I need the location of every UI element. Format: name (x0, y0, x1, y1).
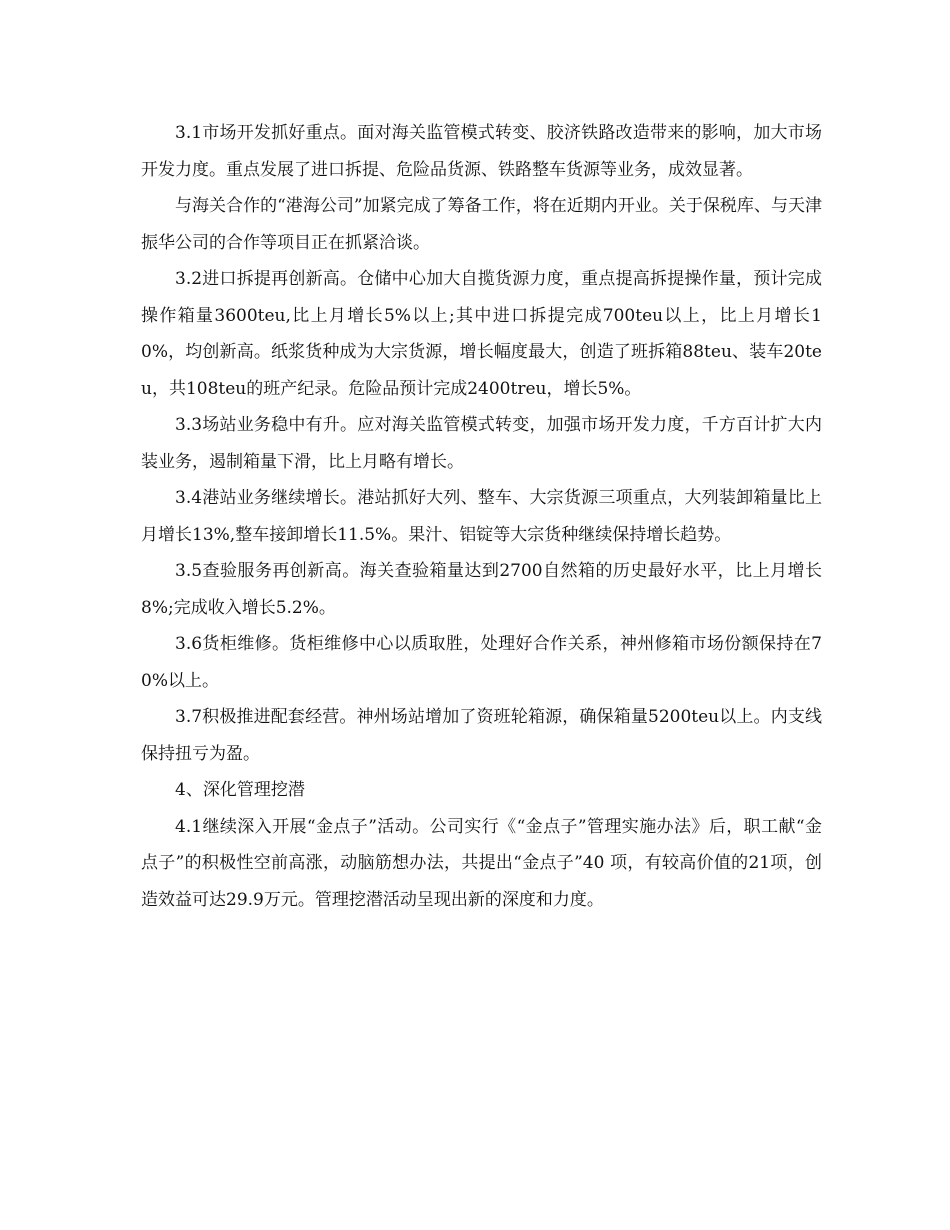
paragraph-3-1: 3.1市场开发抓好重点。面对海关监管模式转变、胶济铁路改造带来的影响，加大市场开发力度。重点发展了进口拆提、危险品货源、铁路整车货源等业务，成效显著。 (141, 123, 822, 180)
paragraph-3-4: 3.4港站业务继续增长。港站抓好大列、整车、大宗货源三项重点，大列装卸箱量比上月增长13%,整车接卸增长11.5%。果汁、铝锭等大宗货种继续保持增长趋势。 (141, 488, 822, 545)
paragraph-3-2: 3.2进口拆提再创新高。仓储中心加大自揽货源力度，重点提高拆提操作量，预计完成操作箱量3600teu,比上月增长5%以上;其中进口拆提完成700teu以上，比上月增长10%，均创新高。纸浆货种成为大宗货源，增长幅度最大，创造了班拆箱88teu、装车20teu，共108teu的班产纪录。危险品预计完成2400treu，增长5%。 (141, 269, 822, 399)
paragraph-4-1: 4.1继续深入开展“金点子”活动。公司实行《“金点子”管理实施办法》后，职工献“金点子”的积极性空前高涨，动脑筋想办法，共提出“金点子”40 项，有较高价值的21项，创造效益可达29.9万元。管理挖潜活动呈现出新的深度和力度。 (141, 816, 822, 910)
paragraph-3-7: 3.7积极推进配套经营。神州场站增加了资班轮箱源，确保箱量5200teu以上。内支线保持扭亏为盈。 (141, 707, 822, 764)
paragraph-3-5: 3.5查验服务再创新高。海关查验箱量达到2700自然箱的历史最好水平，比上月增长8%;完成收入增长5.2%。 (141, 561, 822, 618)
paragraph-3-6: 3.6货柜维修。货柜维修中心以质取胜，处理好合作关系，神州修箱市场份额保持在70%以上。 (141, 634, 822, 691)
paragraph-ganghai-company: 与海关合作的“港海公司”加紧完成了筹备工作，将在近期内开业。关于保税库、与天津振华公司的合作等项目正在抓紧洽谈。 (141, 196, 822, 253)
section-heading-4: 4、深化管理挖潜 (175, 780, 305, 800)
paragraph-3-3: 3.3场站业务稳中有升。应对海关监管模式转变，加强市场开发力度，千方百计扩大内装业务，遏制箱量下滑，比上月略有增长。 (141, 415, 822, 472)
